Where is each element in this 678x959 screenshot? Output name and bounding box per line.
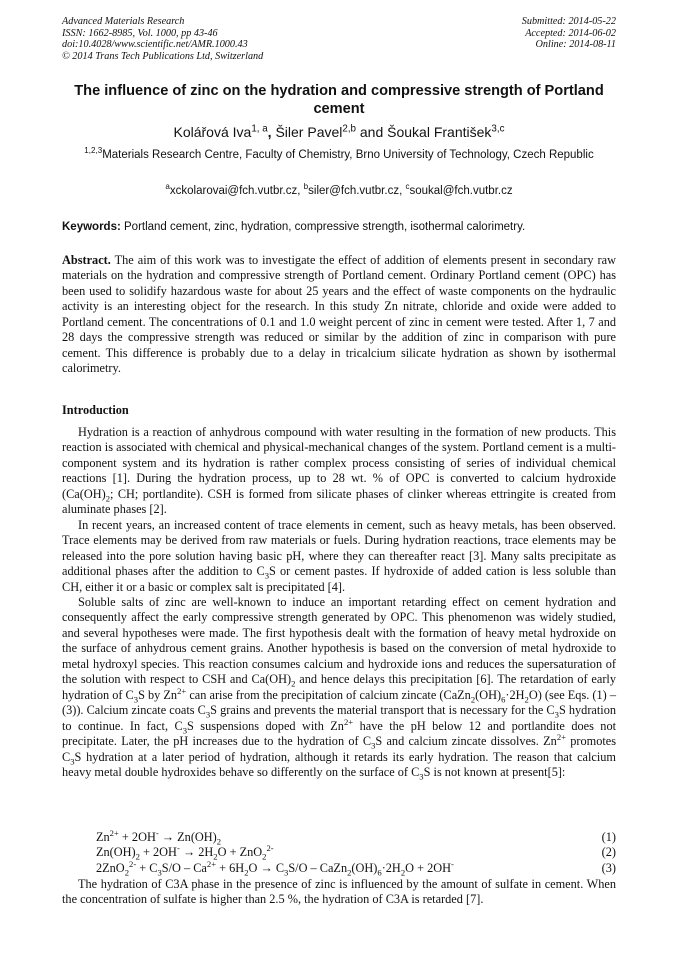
subscript: 2: [400, 867, 406, 878]
email-mark: c: [405, 182, 410, 192]
equation-block: [62, 827, 616, 878]
subscript: 2: [135, 851, 140, 862]
subscript: 6: [377, 867, 382, 878]
superscript: 2-: [266, 843, 274, 854]
equation-text: [96, 858, 454, 878]
subscript: 2: [124, 867, 130, 878]
subscript: 3: [264, 570, 269, 581]
subscript: 2: [347, 867, 352, 878]
keywords-label: Keywords:: [62, 221, 121, 233]
text-run: can arise from the precipitation of calcium zincate (CaZn: [186, 687, 471, 702]
subscript: 3: [157, 867, 162, 878]
date-submitted: Submitted: 2014-05-22: [521, 16, 616, 27]
subscript: 2: [105, 493, 111, 504]
text-run: + 2OH: [118, 830, 156, 844]
text-run: + 6H: [216, 860, 245, 875]
superscript: 2+: [177, 685, 187, 696]
superscript: -: [155, 827, 159, 838]
affiliation: [80, 148, 598, 163]
abstract-label: Abstract.: [62, 253, 111, 267]
equation-number: (1): [601, 830, 616, 844]
email-mark: a: [165, 182, 170, 192]
dates-header: [522, 16, 616, 51]
subscript: 2: [291, 678, 296, 689]
text-run: O + ZnO: [217, 845, 263, 860]
subscript: 3: [371, 740, 376, 751]
author-separator: ,: [267, 124, 272, 140]
text-run: (OH): [475, 687, 502, 702]
text-run: S and calcium zincate dissolves. Zn: [375, 734, 557, 749]
abstract: [62, 253, 616, 377]
subscript: 2: [213, 851, 218, 862]
text-run: (OH): [351, 860, 378, 875]
author-separator: and: [359, 124, 384, 140]
text-run: Soluble salts of zinc are well-known to induce an important retarding effect on cement hydration and consequently affect the early compressive strength generated by OPC. This phenomenon was widely studied, and several hypotheses were made. The first hypothesis dealt with the formation of heavy metal hydroxide on the surface of anhydrous cement grains. Another hypothesis is based on the conversion of metal hydroxide to metal hydroxyl species. This reaction consumes calcium and hydroxide ions and reduces the supersaturation of the solution with respect to CSH and Ca(OH): [62, 594, 616, 687]
equation-2: [62, 845, 616, 860]
date-online: Online: 2014-08-11: [535, 39, 616, 51]
subscript: 3: [554, 709, 559, 720]
paragraph: [62, 425, 616, 518]
text-run: have the pH below 12 and portlandite does not precipitate. Later, the pH increases due to the hydration of C: [62, 718, 617, 749]
text-run: promotes C: [62, 734, 617, 764]
superscript: 2+: [206, 858, 217, 869]
date-accepted: Accepted: 2014-06-02: [525, 27, 616, 39]
text-run: S/O – CaZn: [288, 860, 348, 875]
text-run: + C: [136, 860, 158, 875]
affiliation-mark: 1,2,3: [84, 146, 103, 156]
text-run: ·2H: [381, 860, 401, 875]
paragraph: [62, 518, 616, 595]
text-run: O + 2OH: [405, 860, 451, 875]
text-run: S hydration at a later period of hydration, although it retards its early hydration. The reason that calcium heavy metal double hydroxides behave so differently on the surface of C: [62, 749, 616, 779]
text-run: Zn(OH): [96, 845, 136, 860]
subscript: 2: [470, 694, 476, 705]
abstract-text: The aim of this work was to investigate the effect of addition of elements present in secondary raw materials on the hydration and compressive strength of Portland cement. Ordinary Portland cement (OPC) has been used to solidify hazardous waste for about 25 years and the effect of waste components on the hydraulic activity is an interesting object for the research. In this study Zn nitrate, chloride and oxide were added to Portland cement. The concentrations of 0.1 and 1.0 weight percent of zinc in cement were tested. After 1, 7 and 28 days the compressive strength was reduced or similar by the addition of zinc in comparison with pure cement. This difference is probably due to a delay in tricalcium silicate hydration as shown by isothermal calorimetry.: [62, 253, 616, 376]
text-run: 2ZnO: [96, 860, 125, 875]
email-link[interactable]: soukal@fch.vutbr.cz: [409, 185, 513, 197]
text-run: S is not known at present[5]:: [423, 764, 566, 779]
superscript: 2+: [109, 827, 119, 838]
text-run: In recent years, an increased content of trace elements in cement, such as heavy metals, has been observed. Trace elements may be derived from raw materials or fuels. During hydration reactions, trace elements may be released into the pore solution having basic pH, where they can thereafter react [3]. Many salts precipitate as additional phases after the addition to C: [62, 517, 616, 579]
journal-doi: doi:10.4028/www.scientific.net/AMR.1000.43: [62, 39, 248, 51]
text-run: ; CH; portlandite). CSH is formed from silicate phases of clinker whereas ettringite is created from aluminate phases [2].: [62, 486, 616, 517]
author-affiliation-mark: 2,b: [342, 123, 356, 135]
subscript: 2: [216, 836, 222, 847]
author-name: Šiler Pavel: [275, 124, 343, 140]
text-run: S hydration to continue. In fact, C: [62, 703, 616, 733]
text-run: O) (see Eqs. (1) – (3)). Calcium zincate coats C: [62, 687, 616, 718]
equation-text: [96, 845, 274, 860]
text-run: + 2OH: [139, 845, 177, 860]
equation-1: [62, 827, 616, 847]
equation-text: [96, 827, 222, 847]
introduction-body: [62, 425, 616, 780]
text-run: Hydration is a reaction of anhydrous compound with water resulting in the formation of new products. This reaction is associated with chemical and physical-mechanical changes of the system. Portland cement is a multi-component system and its hydration is rather complex process consisting of series of individual chemical reactions [1]. During the hydration process, up to 28 wt. % of OPC is converted to calcium hydroxide (Ca(OH): [62, 425, 616, 501]
subscript: 3: [419, 771, 424, 782]
text-run: S or cement pastes. If hydroxide of added cation is less soluble than CH, either it or a basic or complex salt is precipitated [4].: [62, 564, 616, 594]
email-mark: b: [303, 182, 309, 192]
subscript: 3: [284, 867, 289, 878]
text-run: S grains and prevents the material transport that is necessary for the C: [210, 703, 555, 718]
subscript: 2: [244, 867, 249, 878]
text-run: S suspensions doped with Zn: [187, 718, 344, 733]
email-link[interactable]: siler@fch.vutbr.cz,: [308, 185, 403, 197]
author-affiliation-mark: 1, a: [251, 123, 268, 135]
section-heading-introduction: Introduction: [62, 403, 129, 417]
affiliation-text: Materials Research Centre, Faculty of Chemistry, Brno University of Technology, Czech Republic: [102, 149, 594, 161]
superscript: 2+: [343, 716, 354, 727]
email-list: [62, 184, 616, 198]
journal-copyright: © 2014 Trans Tech Publications Ltd, Switzerland: [62, 50, 264, 62]
subscript: 2: [262, 851, 267, 862]
text-run: ·2H: [505, 687, 525, 702]
subscript: 3: [182, 725, 188, 736]
author-name: Kolářová Iva: [173, 124, 252, 140]
continuation-body: [62, 877, 616, 908]
paragraph: [62, 595, 616, 780]
superscript: 2+: [556, 731, 566, 742]
subscript: 3: [70, 755, 75, 766]
author-affiliation-mark: 3,c: [491, 123, 505, 135]
keywords-text: Portland cement, zinc, hydration, compressive strength, isothermal calorimetry.: [124, 221, 526, 233]
subscript: 6: [501, 694, 506, 705]
equation-number: (2): [601, 845, 616, 860]
superscript: 2-: [129, 858, 137, 869]
email-link[interactable]: xckolarovai@fch.vutbr.cz,: [169, 185, 301, 197]
paragraph: The hydration of C3A phase in the presence of zinc is influenced by the amount of sulfate in cement. When the concentration of sulfate is higher than 2.5 %, the hydration of C3A is retarded [7].: [62, 877, 616, 907]
author-name: Šoukal František: [387, 124, 492, 140]
text-run: O → C: [248, 860, 285, 875]
text-run: S by Zn: [138, 687, 178, 702]
text-run: → Zn(OH): [158, 830, 217, 844]
journal-issn: ISSN: 1662-8985, Vol. 1000, pp 43-46: [62, 27, 218, 39]
journal-name: Advanced Materials Research: [62, 16, 185, 27]
equation-3: [62, 858, 616, 878]
text-run: Zn: [96, 830, 110, 844]
paper-title: The influence of zinc on the hydration and compressive strength of Portland cement: [74, 83, 604, 117]
text-run: S/O – Ca: [161, 860, 207, 875]
journal-header: [62, 16, 263, 62]
superscript: -: [451, 858, 454, 869]
text-run: and hence delays this precipitation [6]. The retardation of early hydration of C: [62, 672, 616, 702]
subscript: 3: [133, 694, 139, 705]
author-list: [62, 124, 616, 140]
subscript: 2: [524, 694, 529, 705]
superscript: -: [176, 843, 180, 854]
subscript: 3: [205, 709, 211, 720]
text-run: → 2H: [179, 845, 214, 860]
keywords: [62, 220, 616, 234]
equation-number: (3): [601, 860, 616, 875]
